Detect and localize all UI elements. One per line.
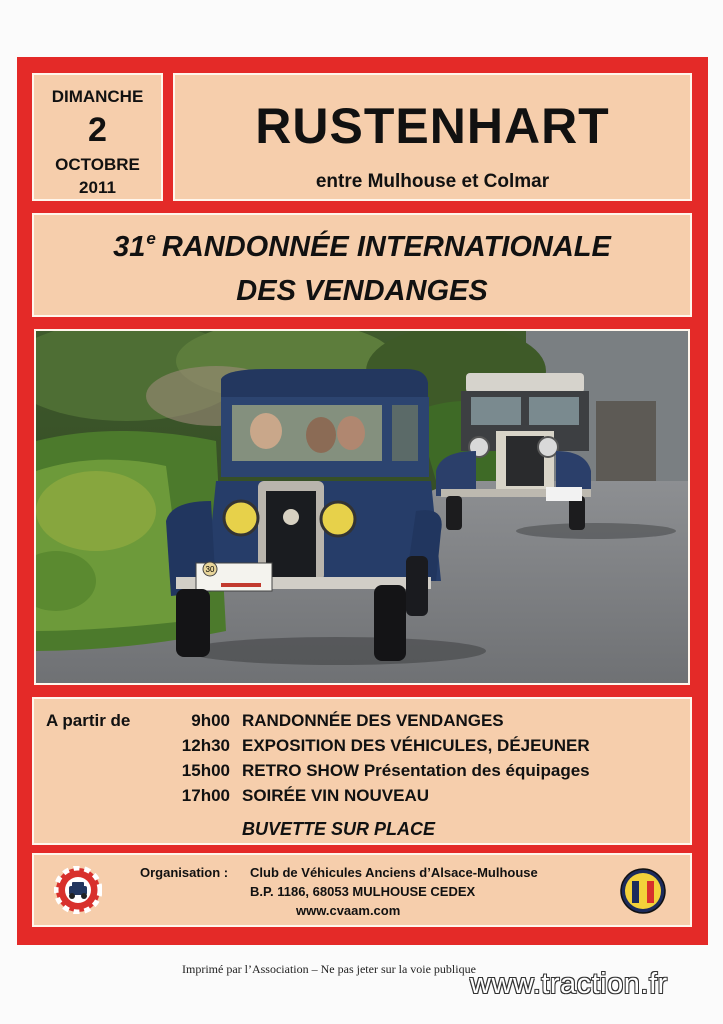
program-box <box>32 697 692 845</box>
plate-badge-text: 30 <box>205 565 215 574</box>
program-time: 9h00 <box>191 711 230 730</box>
club-address: B.P. 1186, 68053 MULHOUSE CEDEX <box>250 884 476 899</box>
month: OCTOBRE <box>55 155 140 174</box>
program-activity: RANDONNÉE DES VENDANGES <box>242 711 504 730</box>
organisation-box <box>32 853 692 927</box>
program-row <box>34 786 690 808</box>
event-title-line2: DES VENDANGES <box>236 275 488 307</box>
year: 2011 <box>79 178 116 197</box>
event-title-line1 <box>34 229 690 264</box>
vintage-cars-illustration <box>36 331 688 683</box>
program-activity: SOIRÉE VIN NOUVEAU <box>242 786 430 805</box>
program-row <box>34 736 690 758</box>
program-time: 12h30 <box>181 736 230 755</box>
club-badge-icon <box>54 866 102 917</box>
date-box <box>32 73 163 201</box>
program-from-label: A partir de <box>46 711 131 730</box>
event-title-text: RANDONNÉE INTERNATIONALE <box>161 231 611 263</box>
program-row <box>34 711 690 733</box>
event-ordinal: 31 <box>113 231 146 263</box>
organisation-label: Organisation : <box>140 865 229 880</box>
club-website[interactable]: www.cvaam.com <box>296 903 401 918</box>
program-row <box>34 761 690 783</box>
club-name: Club de Véhicules Anciens d’Alsace-Mulhouse <box>250 865 538 880</box>
program-time: 17h00 <box>181 786 230 805</box>
footer-note: Imprimé par l’Association – Ne pas jeter sur la voie publique <box>182 962 476 976</box>
shield-crest-icon <box>619 867 667 918</box>
event-ordinal-suffix: e <box>146 229 156 248</box>
day-number: 2 <box>88 111 107 149</box>
vintage-cars-photo <box>34 329 690 685</box>
event-title-box <box>32 213 692 317</box>
program-time: 15h00 <box>181 761 230 780</box>
town-subtitle: entre Mulhouse et Colmar <box>315 171 550 192</box>
poster-frame <box>17 57 708 945</box>
buvette-note: BUVETTE SUR PLACE <box>242 819 436 839</box>
town-name: RUSTENHART <box>255 98 610 154</box>
program-activity: RETRO SHOW Présentation des équipages <box>242 761 590 780</box>
town-box <box>173 73 692 201</box>
day-of-week: DIMANCHE <box>51 87 144 106</box>
program-activity: EXPOSITION DES VÉHICULES, DÉJEUNER <box>242 736 590 755</box>
watermark: www.traction.fr <box>470 968 668 1000</box>
